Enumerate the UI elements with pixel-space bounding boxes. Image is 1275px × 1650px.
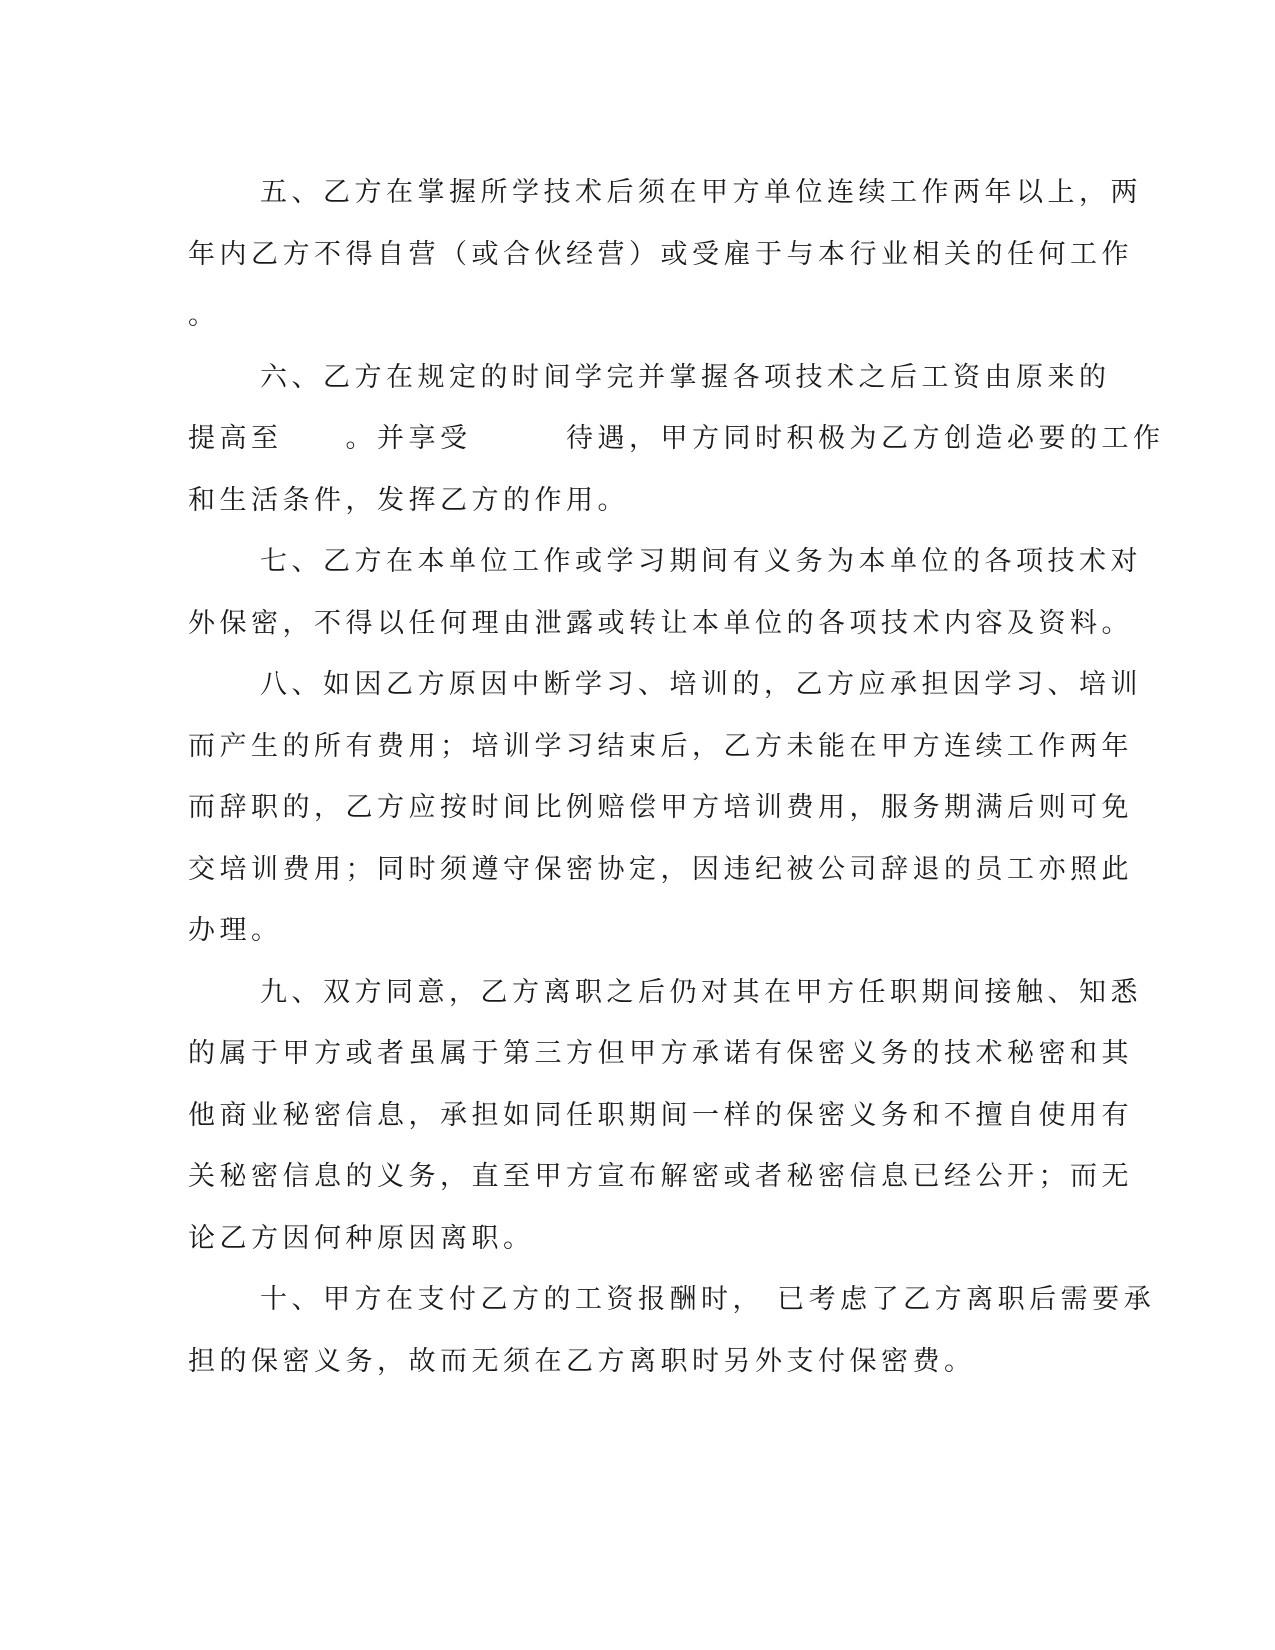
- paragraph-5: [188, 162, 1142, 347]
- paragraph-9: [188, 962, 1142, 1270]
- paragraph-line: 的属于甲方或者虽属于第三方但甲方承诺有保密义务的技术秘密和其: [188, 1038, 1133, 1069]
- paragraph-6: [188, 347, 1165, 532]
- paragraph-line: 担的保密义务，故而无须在乙方离职时另外支付保密费。: [188, 1345, 976, 1377]
- paragraph-line: 九、双方同意，乙方离职之后仍对其在甲方任职期间接触、知悉: [260, 976, 1142, 1008]
- paragraph-line: 六、乙方在规定的时间学完并掌握各项技术之后工资由原来的: [260, 361, 1111, 393]
- paragraph-line: 关秘密信息的义务，直至甲方宣布解密或者秘密信息已经公开；而无: [188, 1161, 1133, 1192]
- paragraph-line: 和生活条件，发挥乙方的作用。: [188, 484, 629, 516]
- paragraph-line: 年内乙方不得自营（或合伙经营）或受雇于与本行业相关的任何工作: [188, 238, 1133, 270]
- paragraph-7: [188, 531, 1142, 654]
- paragraph-10: [188, 1269, 1156, 1392]
- paragraph-8: [188, 654, 1142, 962]
- paragraph-line: 他商业秘密信息，承担如同任职期间一样的保密义务和不擅自使用有: [188, 1099, 1133, 1131]
- paragraph-line: 七、乙方在本单位工作或学习期间有义务为本单位的各项技术对: [260, 546, 1142, 577]
- paragraph-line: 八、如因乙方原因中断学习、培训的，乙方应承担因学习、培训: [260, 669, 1142, 700]
- paragraph-line: 办理。: [188, 915, 283, 946]
- paragraph-line: 而产生的所有费用；培训学习结束后，乙方未能在甲方连续工作两年: [188, 730, 1133, 762]
- paragraph-line: 论乙方因何种原因离职。: [188, 1222, 535, 1254]
- paragraph-line: 外保密，不得以任何理由泄露或转让本单位的各项技术内容及资料。: [188, 607, 1133, 639]
- paragraph-line: 提高至 。并享受 待遇，甲方同时积极为乙方创造必要的工作: [188, 423, 1165, 454]
- document-body: [188, 162, 1165, 1392]
- paragraph-line: 十、甲方在支付乙方的工资报酬时， 已考虑了乙方离职后需要承: [260, 1284, 1156, 1315]
- paragraph-line: 交培训费用；同时须遵守保密协定，因违纪被公司辞退的员工亦照此: [188, 853, 1133, 885]
- paragraph-line: 五、乙方在掌握所学技术后须在甲方单位连续工作两年以上，两: [260, 177, 1142, 208]
- paragraph-line: 。: [188, 300, 220, 331]
- paragraph-line: 而辞职的，乙方应按时间比例赔偿甲方培训费用，服务期满后则可免: [188, 792, 1133, 823]
